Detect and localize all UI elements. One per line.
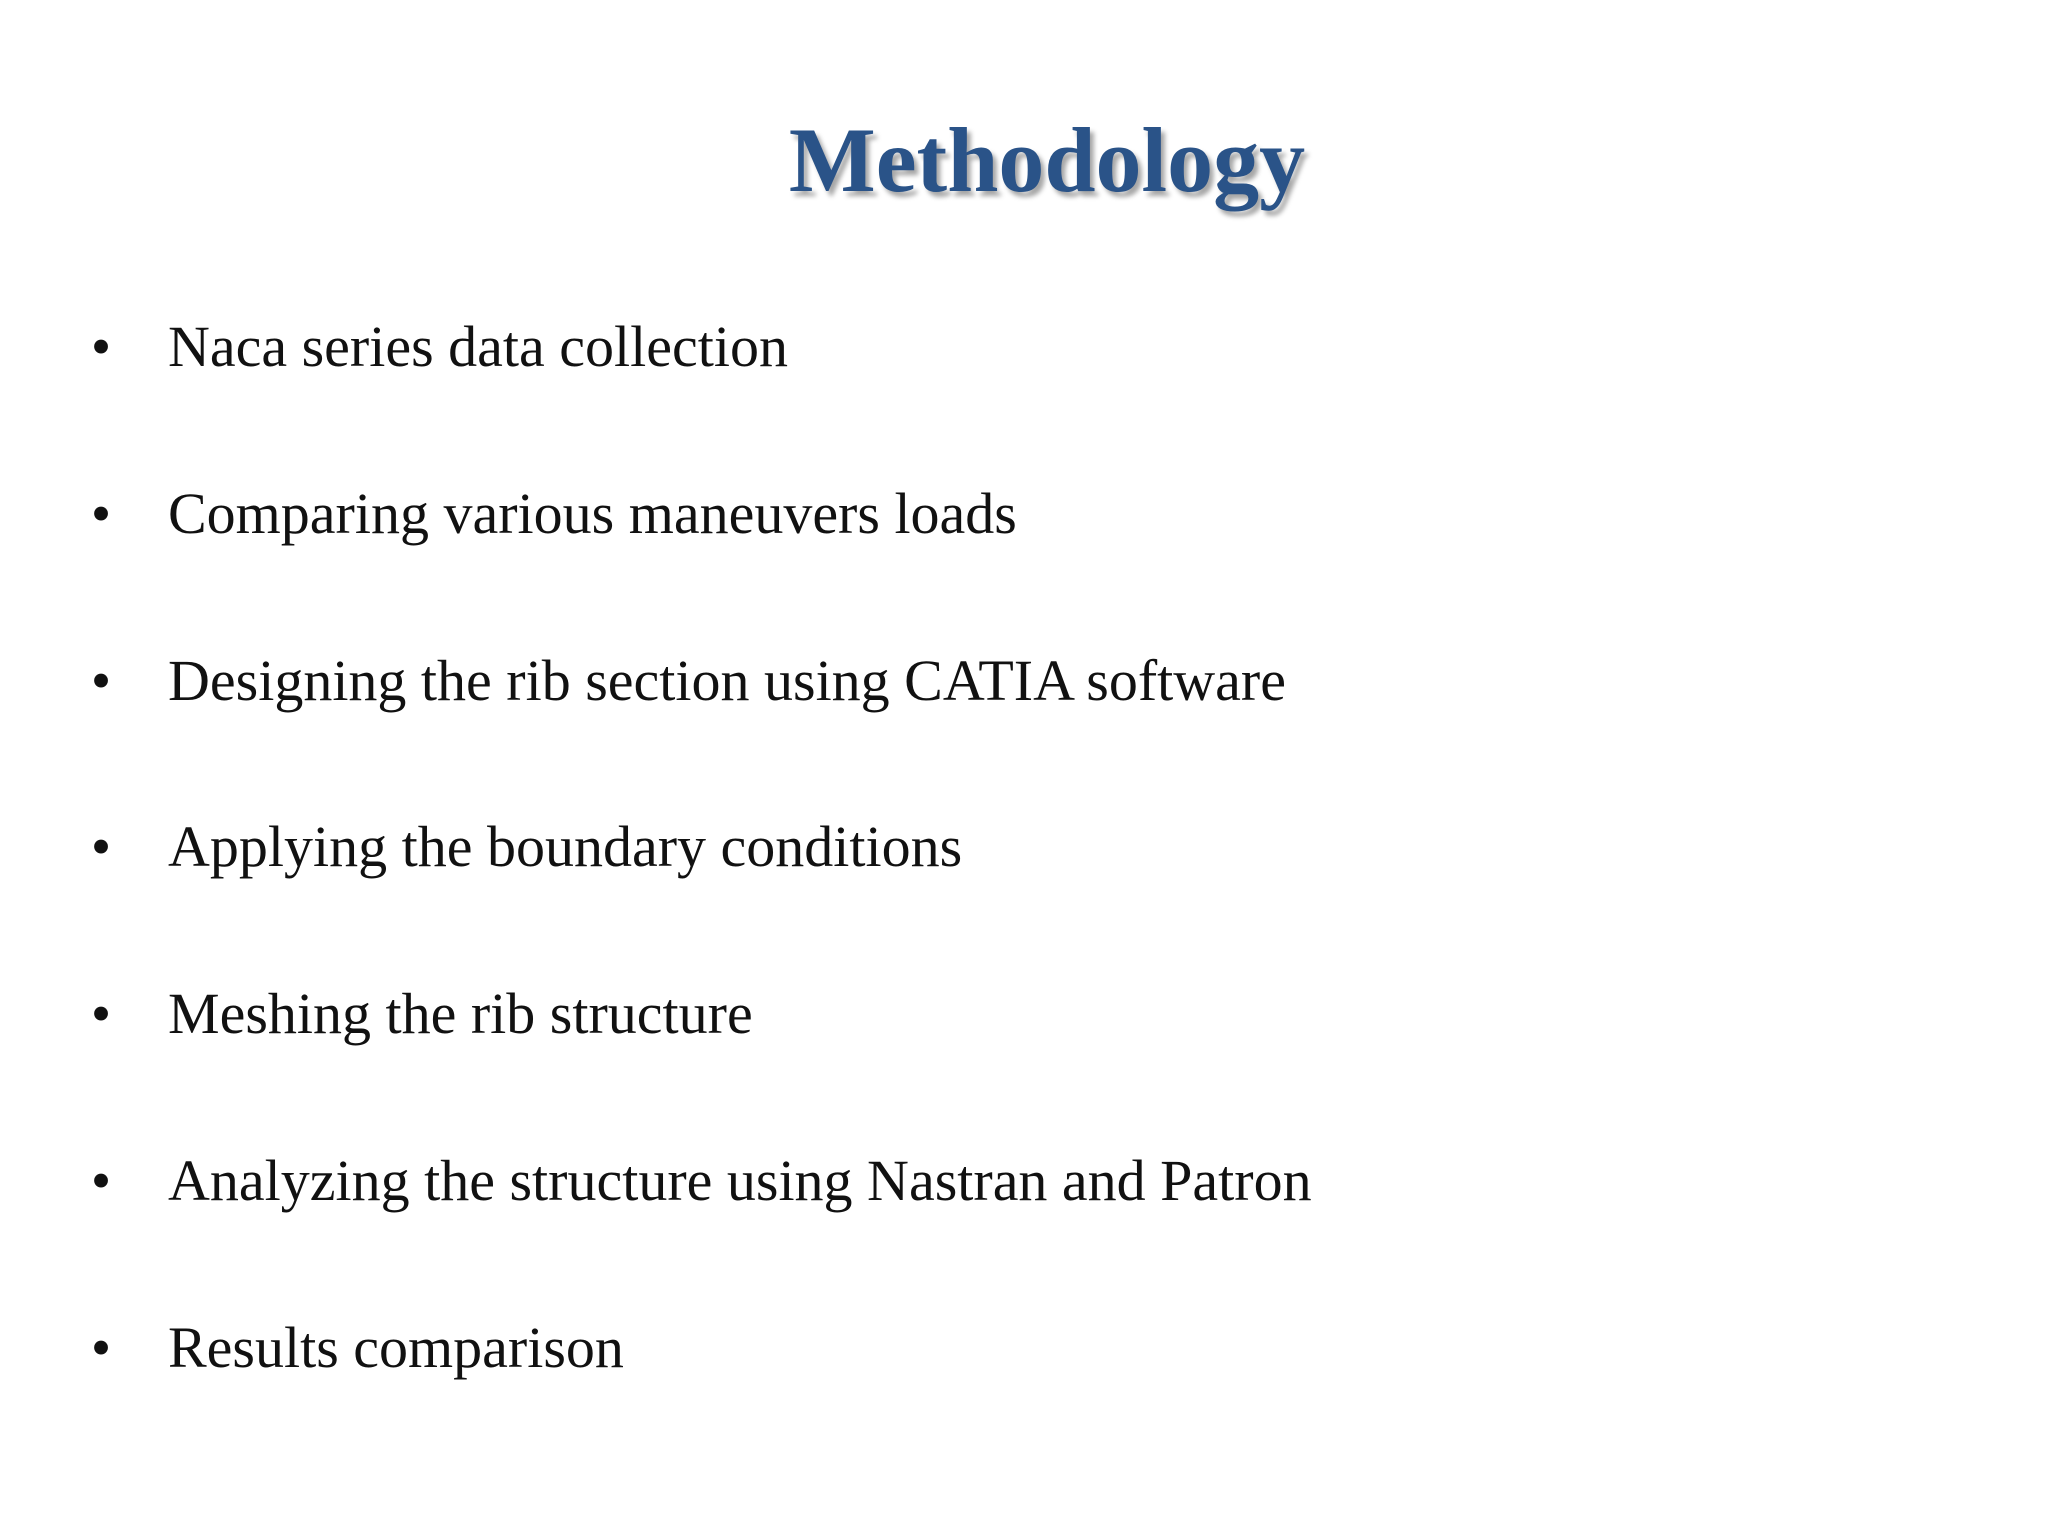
bullet-text: Results comparison	[168, 1315, 624, 1380]
list-item	[0, 1136, 1800, 1226]
bullet-icon: •	[90, 648, 112, 713]
bullet-icon: •	[90, 481, 112, 546]
list-item	[0, 802, 1800, 892]
bullet-text: Comparing various maneuvers loads	[168, 481, 1017, 546]
list-item	[0, 1303, 1800, 1393]
bullet-icon: •	[90, 314, 112, 379]
bullet-icon: •	[90, 1315, 112, 1380]
bullet-icon: •	[90, 814, 112, 879]
bullet-text: Analyzing the structure using Nastran and Patron	[168, 1148, 1312, 1213]
bullet-icon: •	[90, 981, 112, 1046]
slide-title: Methodology	[788, 109, 1306, 211]
bullet-icon: •	[90, 1148, 112, 1213]
bullet-text: Naca series data collection	[168, 314, 788, 379]
list-item	[0, 969, 1800, 1059]
list-item	[0, 302, 1800, 392]
bullet-text: Designing the rib section using CATIA software	[168, 648, 1286, 713]
list-item	[0, 469, 1800, 559]
bullet-text: Meshing the rib structure	[168, 981, 753, 1046]
bullet-text: Applying the boundary conditions	[168, 814, 963, 879]
list-item	[0, 636, 1800, 726]
